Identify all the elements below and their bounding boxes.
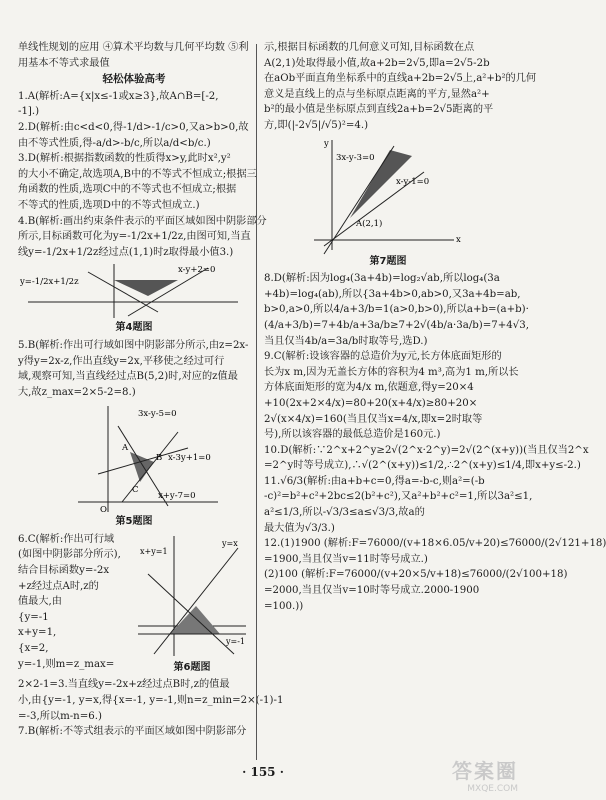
- answer-8-line: b>0,a>0,所以4/a+3/b=1(a>0,b>0),所以a+b=(a+b)·: [264, 304, 529, 316]
- feasible-region: [114, 280, 178, 296]
- page-number: · 155 ·: [242, 765, 284, 779]
- answer-8-line: (4/a+3/b)=7+4b/a+3a/b≥7+2√(4b/a·3a/b)=7+4√3,: [264, 319, 529, 331]
- line-x-plus-y-1: [148, 574, 234, 654]
- answer-6-line: 结合目标函数y=-2x: [18, 565, 110, 577]
- answer-7-line: 方,即(|-2√5|/√5)²=4.): [264, 119, 369, 131]
- fig5-point-c: C: [132, 485, 139, 496]
- answer-6-text: [18, 532, 134, 678]
- answer-4-line: 所示,目标函数可化为y=-1/2x+1/2z,由图可知,当直: [18, 231, 251, 243]
- answer-6-line: 6.C(解析:作出可行域: [18, 533, 115, 545]
- figure-6: [134, 534, 250, 676]
- fig5-point-a: A: [122, 443, 129, 454]
- fig7-axis-x: x: [456, 234, 461, 245]
- intro-line: 单线性规划的应用 ④算术平均数与几何平均数 ⑤利: [18, 42, 249, 53]
- figure-4-graph: [18, 262, 250, 320]
- fig5-origin: O: [100, 505, 107, 516]
- fig7-label-2: x-y-1=0: [396, 176, 430, 187]
- answer-1-line: -1].): [18, 106, 40, 118]
- fig5-label-1: 3x-y-5=0: [138, 409, 177, 420]
- answer-12-line: =100.)): [264, 600, 304, 612]
- answer-9-line: +10(2x+2×4/x)=80+20(x+4/x)≥80+20×: [264, 397, 478, 409]
- answer-9-line: 号),所以该容器的最低总造价是160元.): [264, 429, 441, 441]
- fig6-label-2: y=x: [222, 538, 238, 548]
- answer-5-line: 大,故z_max=2×5-2=8.): [18, 386, 136, 398]
- answer-10-line: 10.D(解析:∵2^x+2^y≥2√(2^x·2^y)=2√(2^(x+y))(当且仅当2^x: [264, 444, 589, 456]
- answer-11-line: 最大值为√3/3.): [264, 522, 335, 534]
- answer-5-line: y得y=2x-z,作出直线y=2x,平移使之经过可行: [18, 355, 225, 367]
- answer-6-line: +z经过点A时,z的: [18, 580, 99, 592]
- figure-5-caption: 第5题图: [115, 516, 153, 528]
- fig5-label-3: x+y-7=0: [158, 491, 196, 502]
- answer-6-block: [18, 532, 250, 678]
- answer-6-line: y=-1,则m=z_max=: [18, 658, 115, 670]
- figure-7-graph: [264, 136, 512, 254]
- answer-3-line: 3.D(解析:根据指数函数的性质得x>y,此时x²,y²: [18, 153, 231, 165]
- answer-7-line: b²的最小值是坐标原点到直线2a+b=2√5距离的平: [264, 104, 494, 116]
- answer-6-line: {y=-1: [18, 611, 49, 623]
- answer-11-line: 11.√6/3(解析:由a+b+c=0,得a=-b-c,则a²=(-b: [264, 475, 485, 487]
- figure-5-graph: [18, 402, 250, 514]
- answer-11-line: -c)²=b²+c²+2bc≤2(b²+c²),又a²+b²+c²=1,所以3a²≤1,: [264, 491, 533, 503]
- column-divider: [256, 44, 257, 760]
- answer-2-line: 由不等式性质,得-a/d>-b/c,所以a/d<b/c.): [18, 137, 211, 149]
- answer-6-line: 值最大,由: [18, 596, 62, 608]
- fig4-label-left: y=-1/2x+1/2z: [20, 277, 79, 288]
- answer-7-line: 在aOb平面直角坐标系中的直线a+2b=2√5上,a²+b²的几何: [264, 73, 537, 85]
- right-column: [264, 40, 606, 614]
- fig6-label-1: x+y=1: [140, 546, 168, 556]
- figure-4: [18, 262, 250, 336]
- answer-7-line: 7.B(解析:不等式组表示的平面区域如图中阴影部分: [18, 726, 247, 738]
- answer-2-line: 2.D(解析:由c<d<0,得-1/d>-1/c>0,又a>b>0,故: [18, 121, 249, 133]
- answer-3-line: 不等式的性质,选项D中的不等式恒成立.): [18, 199, 200, 211]
- answer-7-line: A(2,1)处取得最小值,故a+2b=2√5,即a=2√5-2b: [264, 57, 490, 69]
- answer-8-line: 当且仅当4b/a=3a/b时取等号,选D.): [264, 335, 428, 347]
- answer-6-line: (如图中阴影部分所示),: [18, 549, 121, 561]
- answer-10-line: =2^y时等号成立),∴√(2^(x+y))≤1/2,∴2^(x+y)≤1/4,即x+y≤-2.): [264, 460, 581, 472]
- fig5-label-2: x-3y+1=0: [168, 453, 211, 464]
- fig4-label-right: x-y+2=0: [178, 265, 216, 276]
- answer-6-line: 2×2-1=3.当直线y=-2x+z经过点B时,z的值最: [18, 679, 230, 691]
- watermark-text: 答案圈: [452, 759, 518, 783]
- figure-4-caption: 第4题图: [115, 322, 153, 334]
- section-title: 轻松体验高考: [102, 73, 166, 86]
- fig5-point-b: B: [156, 453, 163, 464]
- answer-6-line: x+y=1,: [18, 627, 57, 639]
- answer-5-line: 域,观察可知,当直线经过点B(5,2)时,对应的z值最: [18, 371, 238, 383]
- answer-9-line: 方体底面矩形的宽为4/x m,依题意,得y=20×4: [264, 382, 474, 394]
- answer-9-line: 长为x m,因为无盖长方体的容积为4 m³,高为1 m,所以长: [264, 366, 519, 378]
- answer-12-line: =2000,当且仅当v=10时等号成立.2000-1900: [264, 585, 480, 597]
- watermark-url: MXQE.COM: [467, 784, 518, 794]
- answer-6-line: 小,由{y=-1, y=x,得{x=-1, y=-1,则n=z_min=2×(-1)-1: [18, 695, 284, 707]
- answer-12-line: =1900,当且仅当v=11时等号成立.): [264, 553, 428, 565]
- answer-8-line: +4b)=log₄(ab),所以{3a+4b>0,ab>0,又3a+4b=ab,: [264, 288, 521, 300]
- figure-6-graph: [134, 534, 250, 660]
- answer-3-line: 角函数的性质,选项C中的不等式也不恒成立;根据: [18, 184, 237, 196]
- answer-7-line: 意义是直线上的点与坐标原点距离的平方,显然a²+: [264, 88, 490, 100]
- fig7-axis-y: y: [324, 138, 329, 149]
- answer-9-line: 9.C(解析:设该容器的总造价为y元,长方体底面矩形的: [264, 351, 502, 363]
- answer-3-line: 的大小不确定,故选项A,B中的不等式不恒成立;根据三: [18, 168, 257, 180]
- answer-4-line: 线y=-1/2x+1/2z经过点(1,1)时z取得最小值3.): [18, 246, 234, 258]
- figure-5: [18, 402, 250, 530]
- answer-6-line: {x=2,: [18, 643, 49, 655]
- answer-9-line: 2√(x×4/x)=160(当且仅当x=4/x,即x=2时取等: [264, 413, 483, 425]
- answer-12-line: 12.(1)1900 (解析:F=76000/(v+18×6.05/v+20)≤76000/(2√121+18): [264, 538, 606, 550]
- figure-6-caption: 第6题图: [173, 661, 211, 673]
- answer-4-line: 4.B(解析:画出约束条件表示的平面区域如图中阴影部分: [18, 215, 267, 227]
- figure-7: [264, 136, 512, 270]
- fig7-label-1: 3x-y-3=0: [336, 152, 375, 163]
- answer-8-line: 8.D(解析:因为log₄(3a+4b)=log₂√ab,所以log₄(3a: [264, 273, 500, 285]
- answer-12-line: (2)100 (解析:F=76000/(v+20×5/v+18)≤76000/(2√100+18): [264, 569, 568, 581]
- figure-7-caption: 第7题图: [369, 255, 407, 267]
- fig7-label-3: A(2,1): [356, 218, 383, 229]
- intro-line: 用基本不等式求最值: [18, 57, 110, 69]
- answer-7-line: 示,根据目标函数的几何意义可知,目标函数在点: [264, 42, 475, 53]
- answer-6-line: =-3,所以m-n=6.): [18, 710, 102, 722]
- answer-1-line: 1.A(解析:A={x|x≤-1或x≥3},故A∩B=[-2,: [18, 90, 219, 102]
- answer-11-line: a²≤1/3,所以-√3/3≤a≤√3/3,故a的: [264, 507, 425, 519]
- watermark-logo: [452, 755, 518, 794]
- feasible-region: [170, 606, 220, 634]
- fig6-label-3: y=-1: [226, 636, 246, 646]
- answer-5-line: 5.B(解析:作出可行域如图中阴影部分所示,由z=2x-: [18, 339, 249, 351]
